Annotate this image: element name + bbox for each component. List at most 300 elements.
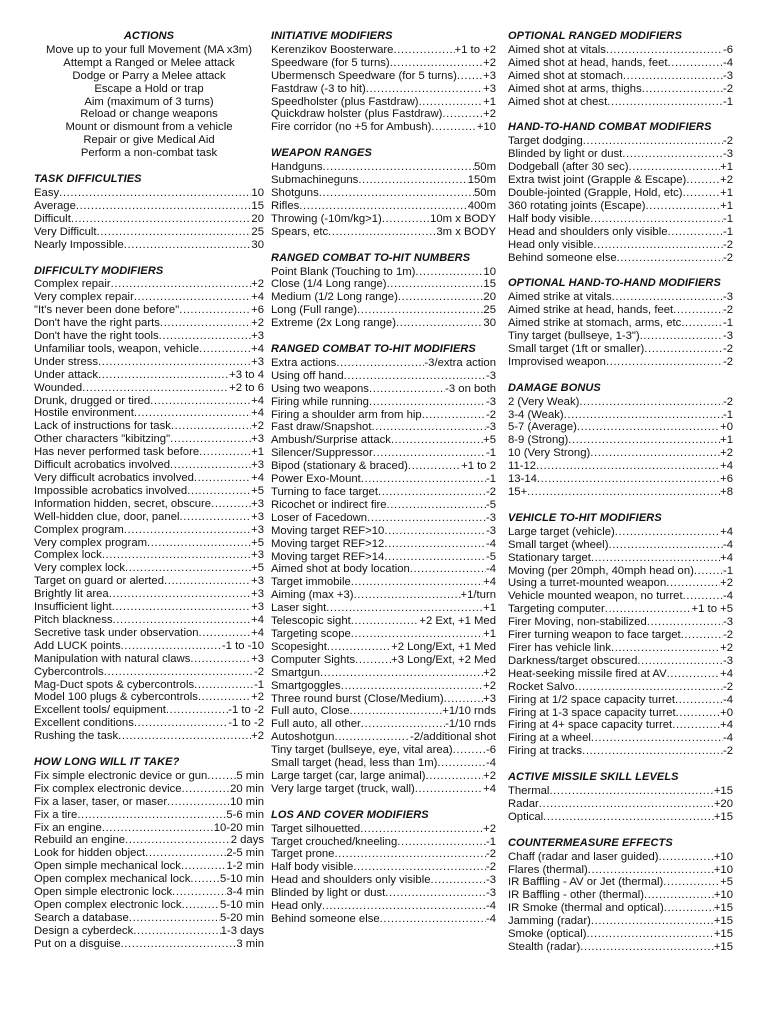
- table-row: [271, 512, 496, 525]
- dot-leader: [606, 44, 723, 57]
- row-label: Firing at a wheel: [508, 732, 591, 745]
- row-value: +10: [713, 889, 733, 902]
- row-value: -3: [485, 369, 496, 382]
- row-label: 3-4 (Weak): [508, 408, 564, 421]
- table-row: [508, 343, 733, 356]
- dot-leader: [125, 834, 231, 847]
- table-row: [508, 396, 733, 409]
- dot-leader: [357, 304, 483, 317]
- row-value: -2: [485, 848, 496, 861]
- row-label: Loser of Facedown: [271, 511, 368, 524]
- dot-leader: [629, 161, 721, 174]
- row-label: Tiny target (bullseye, eye, vital area): [271, 744, 453, 757]
- table-row: [34, 472, 264, 485]
- row-value: -2: [722, 304, 733, 317]
- dot-leader: [181, 860, 226, 873]
- section-title: HAND-TO-HAND COMBAT MODIFIERS: [508, 121, 712, 134]
- row-value: 30: [483, 317, 496, 330]
- row-label: Aiming (max +3): [271, 589, 354, 602]
- row-value: -3: [722, 654, 733, 667]
- row-label: Information hidden, secret, obscure: [34, 497, 212, 510]
- dot-leader: [322, 900, 486, 913]
- section-weapon-ranges: [271, 147, 496, 238]
- row-value: -2: [722, 82, 733, 95]
- row-value: +1: [483, 95, 496, 108]
- table-row: [271, 848, 496, 861]
- dot-leader: [537, 473, 720, 486]
- table-row: [271, 44, 496, 57]
- dot-leader: [672, 719, 720, 732]
- dot-leader: [98, 356, 251, 369]
- row-value: -2/additional shot: [409, 731, 496, 744]
- section-hand-to-hand-combat-modifiers: [508, 121, 733, 264]
- row-value: 20: [251, 212, 264, 225]
- row-value: +0: [720, 421, 733, 434]
- dot-leader: [615, 526, 720, 539]
- row-value: +2: [483, 666, 496, 679]
- dot-leader: [71, 213, 252, 226]
- row-value: +3: [483, 692, 496, 705]
- table-row: [34, 226, 264, 239]
- row-value: +1/turn: [460, 589, 496, 602]
- action-item: Dodge or Parry a Melee attack: [72, 69, 226, 82]
- row-label: Lack of instructions for task: [34, 420, 171, 433]
- row-label: Ambush/Surprise attack: [271, 434, 391, 447]
- dot-leader: [590, 213, 723, 226]
- section-countermeasure-effects: [508, 837, 733, 954]
- action-item: Move up to your full Movement (MA x3m): [46, 43, 252, 56]
- dot-leader: [361, 473, 486, 486]
- row-label: Excellent tools/ equipment: [34, 704, 166, 717]
- row-label: Don't have the right parts: [34, 317, 160, 330]
- action-item: Mount or dismount from a vehicle: [65, 121, 233, 134]
- row-value: 2 days: [230, 834, 264, 847]
- table-row: [508, 421, 733, 434]
- dot-leader: [369, 396, 486, 409]
- dot-leader: [659, 851, 714, 864]
- row-value: +15: [713, 928, 733, 941]
- row-value: +1 to +5: [691, 603, 733, 616]
- row-label: "It's never been done before": [34, 304, 180, 317]
- table-row: [34, 537, 264, 550]
- row-label: Fastdraw (-3 to hit): [271, 82, 366, 95]
- table-row: [271, 538, 496, 551]
- dot-leader: [588, 864, 714, 877]
- table-row: [508, 330, 733, 343]
- table-row: [271, 200, 496, 213]
- row-value: +3: [251, 652, 264, 665]
- dot-leader: [194, 472, 251, 485]
- row-value: +3: [251, 549, 264, 562]
- table-row: [508, 409, 733, 422]
- table-row: [508, 174, 733, 187]
- row-value: -1 to -2: [228, 717, 264, 730]
- dot-leader: [644, 889, 714, 902]
- table-row: [271, 370, 496, 383]
- dot-leader: [150, 395, 251, 408]
- row-value: 1-2 min: [226, 860, 264, 873]
- row-value: -3: [485, 511, 496, 524]
- row-label: Very Difficult: [34, 225, 97, 238]
- row-value: -1: [722, 564, 733, 577]
- table-row: [508, 239, 733, 252]
- dot-leader: [323, 161, 475, 174]
- row-value: +3 Long/Ext, +2 Med: [391, 653, 496, 666]
- row-value: -2: [722, 629, 733, 642]
- row-label: Fast draw/Snapshot: [271, 421, 372, 434]
- dot-leader: [351, 615, 420, 628]
- row-label: Using two weapons: [271, 382, 369, 395]
- row-value: +2: [251, 317, 264, 330]
- row-label: Other characters "kibitzing": [34, 433, 171, 446]
- row-label: Dodgeball (after 30 sec): [508, 161, 629, 174]
- dot-leader: [608, 539, 723, 552]
- row-label: IR Baffling - AV or Jet (thermal): [508, 876, 664, 889]
- row-value: -2: [722, 238, 733, 251]
- dot-leader: [564, 409, 723, 422]
- row-value: +1: [720, 199, 733, 212]
- row-label: Search a database: [34, 911, 129, 924]
- row-label: Smartgoggles: [271, 679, 341, 692]
- dot-leader: [361, 718, 445, 731]
- row-label: 10 (Very Strong): [508, 447, 591, 460]
- dot-leader: [378, 486, 486, 499]
- dot-leader: [422, 409, 486, 422]
- row-label: Very complex program: [34, 536, 148, 549]
- row-value: 5 min: [236, 769, 264, 782]
- row-label: Close (1/4 Long range): [271, 278, 387, 291]
- dot-leader: [360, 823, 483, 836]
- row-label: Target dodging: [508, 135, 583, 148]
- table-row: [34, 770, 264, 783]
- dot-leader: [366, 83, 483, 96]
- dot-leader: [111, 278, 252, 291]
- row-label: Well-hidden clue, door, panel: [34, 510, 180, 523]
- table-row: [271, 447, 496, 460]
- row-label: Spears, etc: [271, 225, 329, 238]
- table-row: [508, 577, 733, 590]
- row-label: Throwing (-10m/kg>1): [271, 212, 382, 225]
- row-label: Laser sight: [271, 602, 327, 615]
- table-row: [34, 679, 264, 692]
- row-label: Behind someone else: [508, 251, 617, 264]
- table-row: [271, 589, 496, 602]
- row-value: +10: [713, 850, 733, 863]
- table-row: [508, 915, 733, 928]
- row-label: Speedholster (plus Fastdraw): [271, 95, 419, 108]
- dot-leader: [109, 588, 251, 601]
- row-label: Vehicle mounted weapon, no turret: [508, 590, 683, 603]
- row-value: +1: [720, 434, 733, 447]
- dot-leader: [390, 57, 483, 70]
- row-value: 20: [483, 291, 496, 304]
- table-row: [271, 900, 496, 913]
- row-label: Handguns: [271, 161, 323, 174]
- table-row: [508, 616, 733, 629]
- row-label: Very complex repair: [34, 291, 134, 304]
- table-row: [271, 718, 496, 731]
- row-label: Small target (wheel): [508, 538, 609, 551]
- row-value: -2: [722, 395, 733, 408]
- dot-leader: [387, 278, 484, 291]
- row-label: Medium (1/2 Long range): [271, 291, 398, 304]
- dot-leader: [171, 420, 251, 433]
- row-value: +4: [483, 576, 496, 589]
- dot-leader: [159, 330, 251, 343]
- row-label: Half body visible: [508, 212, 591, 225]
- table-row: [271, 654, 496, 667]
- row-label: Blinded by light or dust: [271, 887, 386, 900]
- row-value: +2: [483, 822, 496, 835]
- row-label: Full auto, all other: [271, 718, 361, 731]
- table-row: [34, 873, 264, 886]
- dot-leader: [334, 731, 410, 744]
- row-value: +2 Long/Ext, +1 Med: [391, 640, 496, 653]
- row-label: Easy: [34, 186, 60, 199]
- dot-leader: [453, 744, 486, 757]
- table-row: [271, 887, 496, 900]
- table-row: [508, 798, 733, 811]
- row-value: -1: [722, 317, 733, 330]
- dot-leader: [408, 460, 461, 473]
- table-row: [508, 317, 733, 330]
- row-label: Brightly lit area: [34, 588, 109, 601]
- table-row: [508, 719, 733, 732]
- table-row: [271, 421, 496, 434]
- column-2: [271, 30, 496, 926]
- table-row: [508, 785, 733, 798]
- row-label: Don't have the right tools: [34, 330, 159, 343]
- table-row: [34, 666, 264, 679]
- table-row: [34, 860, 264, 873]
- row-label: Complex repair: [34, 278, 111, 291]
- dot-leader: [160, 317, 251, 330]
- table-row: [508, 603, 733, 616]
- row-value: +2: [720, 577, 733, 590]
- row-value: -3: [722, 616, 733, 629]
- row-value: +1: [251, 446, 264, 459]
- row-label: Wounded: [34, 381, 83, 394]
- table-row: [508, 70, 733, 83]
- table-row: [34, 446, 264, 459]
- row-label: Fix a tire: [34, 808, 78, 821]
- dot-leader: [683, 590, 723, 603]
- row-label: Head and shoulders only visible: [271, 874, 431, 887]
- row-value: +3: [251, 459, 264, 472]
- table-row: [271, 874, 496, 887]
- row-value: -5: [485, 550, 496, 563]
- table-row: [34, 783, 264, 796]
- dot-leader: [77, 809, 226, 822]
- dot-leader: [102, 549, 251, 562]
- row-value: +20: [713, 797, 733, 810]
- table-row: [508, 161, 733, 174]
- dot-leader: [124, 524, 251, 537]
- section-title: ACTIONS: [123, 30, 175, 42]
- table-row: [508, 304, 733, 317]
- table-row: [34, 717, 264, 730]
- section-task-difficulties: [34, 173, 264, 251]
- row-value: 10: [251, 186, 264, 199]
- row-label: Firing at 1/2 space capacity turret: [508, 693, 676, 706]
- row-label: Impossible acrobatics involved: [34, 484, 188, 497]
- table-row: [271, 434, 496, 447]
- dot-leader: [425, 770, 483, 783]
- dot-leader: [419, 96, 484, 109]
- row-label: Target prone: [271, 848, 335, 861]
- dot-leader: [371, 421, 485, 434]
- row-label: Model 100 plugs & cybercontrols: [34, 691, 198, 704]
- row-value: -3: [722, 69, 733, 82]
- row-value: +2 to 6: [229, 381, 264, 394]
- row-label: Using a turret-mounted weapon: [508, 577, 667, 590]
- table-row: [34, 822, 264, 835]
- row-label: Rifles: [271, 199, 300, 212]
- dot-leader: [211, 498, 251, 511]
- row-value: +15: [713, 915, 733, 928]
- dot-leader: [98, 369, 229, 382]
- row-value: -3: [722, 291, 733, 304]
- row-label: Silencer/Suppressor: [271, 447, 373, 460]
- dot-leader: [112, 601, 251, 614]
- row-label: Scopesight: [271, 640, 327, 653]
- dot-leader: [623, 70, 723, 83]
- row-label: Very difficult acrobatics involved: [34, 472, 194, 484]
- row-value: -2: [722, 135, 733, 148]
- table-row: [271, 396, 496, 409]
- dot-leader: [194, 679, 254, 692]
- row-value: +2: [483, 108, 496, 121]
- table-row: [34, 912, 264, 925]
- row-value: -2: [722, 680, 733, 693]
- table-row: [34, 575, 264, 588]
- row-label: Mag-Duct spots & cybercontrols: [34, 678, 195, 691]
- row-label: Ricochet or indirect fire: [271, 498, 387, 511]
- table-row: [271, 861, 496, 874]
- row-value: -3: [485, 887, 496, 900]
- dot-leader: [167, 796, 230, 809]
- section-title: HOW LONG WILL IT TAKE?: [34, 756, 180, 769]
- row-label: Telescopic sight: [271, 615, 351, 628]
- row-label: Aimed shot at head, hands, feet: [508, 56, 668, 69]
- row-label: Under attack: [34, 368, 99, 381]
- dot-leader: [354, 589, 461, 602]
- row-label: Fix a laser, taser, or maser: [34, 795, 168, 808]
- table-row: [271, 317, 496, 330]
- table-row: [508, 655, 733, 668]
- table-row: [508, 552, 733, 565]
- row-label: Complex lock: [34, 549, 102, 562]
- row-value: -1: [722, 408, 733, 421]
- row-value: +4: [251, 613, 264, 626]
- action-item: Repair or give Medical Aid: [83, 134, 215, 147]
- row-value: +2: [251, 420, 264, 433]
- row-value: +4: [483, 782, 496, 795]
- dot-leader: [147, 537, 251, 550]
- dot-leader: [668, 57, 723, 70]
- table-row: [508, 213, 733, 226]
- dot-leader: [170, 459, 251, 472]
- table-row: [508, 135, 733, 148]
- dot-leader: [327, 641, 391, 654]
- row-label: Moving target REF>12: [271, 537, 385, 550]
- row-label: Stationary target: [508, 551, 591, 564]
- dot-leader: [605, 603, 692, 616]
- row-label: Rocket Salvo: [508, 680, 575, 693]
- row-value: -1: [485, 473, 496, 486]
- row-label: Open simple mechanical lock: [34, 860, 181, 873]
- table-row: [271, 823, 496, 836]
- row-label: Heat-seeking missile fired at AV: [508, 667, 667, 680]
- table-row: [34, 653, 264, 666]
- row-value: +1: [483, 602, 496, 615]
- row-value: -1: [722, 95, 733, 108]
- action-item: Escape a Hold or trap: [94, 82, 204, 95]
- table-row: [508, 291, 733, 304]
- row-value: -2: [722, 745, 733, 758]
- row-value: +1: [720, 186, 733, 199]
- table-row: [271, 266, 496, 279]
- dot-leader: [121, 640, 222, 653]
- row-value: 10m x BODY: [430, 212, 496, 225]
- dot-leader: [341, 680, 483, 693]
- dot-leader: [622, 148, 723, 161]
- dot-leader: [182, 899, 220, 912]
- row-value: -2: [253, 665, 264, 678]
- dot-leader: [668, 226, 723, 239]
- row-value: -4: [485, 913, 496, 925]
- table-row: [34, 317, 264, 330]
- row-label: Firer turning weapon to face target: [508, 629, 681, 642]
- dot-leader: [667, 668, 720, 681]
- row-label: Ubermensch Speedware (for 5 turns): [271, 69, 457, 82]
- table-row: [34, 511, 264, 524]
- dot-leader: [134, 291, 251, 304]
- section-title: RANGED COMBAT TO-HIT NUMBERS: [271, 251, 471, 264]
- row-label: Pitch blackness: [34, 613, 113, 626]
- row-value: +10: [476, 121, 496, 134]
- dot-leader: [686, 174, 720, 187]
- row-value: +1/10 rnds: [442, 705, 496, 718]
- dot-leader: [328, 226, 436, 239]
- dot-leader: [457, 70, 483, 83]
- dot-leader: [102, 822, 214, 835]
- dot-leader: [373, 447, 486, 460]
- row-label: Cybercontrols: [34, 665, 104, 678]
- row-label: Insufficient light: [34, 601, 112, 614]
- row-label: Large target (car, large animal): [271, 769, 426, 782]
- dot-leader: [134, 407, 251, 420]
- row-value: +3: [251, 523, 264, 536]
- dot-leader: [382, 213, 430, 226]
- table-row: [508, 745, 733, 758]
- dot-leader: [675, 694, 723, 707]
- row-label: Has never performed task before: [34, 446, 200, 459]
- dot-leader: [336, 357, 424, 370]
- row-label: Smoke (optical): [508, 928, 587, 941]
- table-row: [34, 356, 264, 369]
- table-row: [271, 836, 496, 849]
- table-row: [34, 601, 264, 614]
- table-row: [34, 588, 264, 601]
- dot-leader: [320, 667, 483, 680]
- row-label: Firing a shoulder arm from hip: [271, 408, 422, 421]
- dot-leader: [575, 681, 723, 694]
- row-label: Point Blank (Touching to 1m): [271, 265, 416, 278]
- row-value: +15: [713, 810, 733, 823]
- section-ranged-combat-to-hit-modifiers: [271, 343, 496, 796]
- row-value: -4: [722, 590, 733, 603]
